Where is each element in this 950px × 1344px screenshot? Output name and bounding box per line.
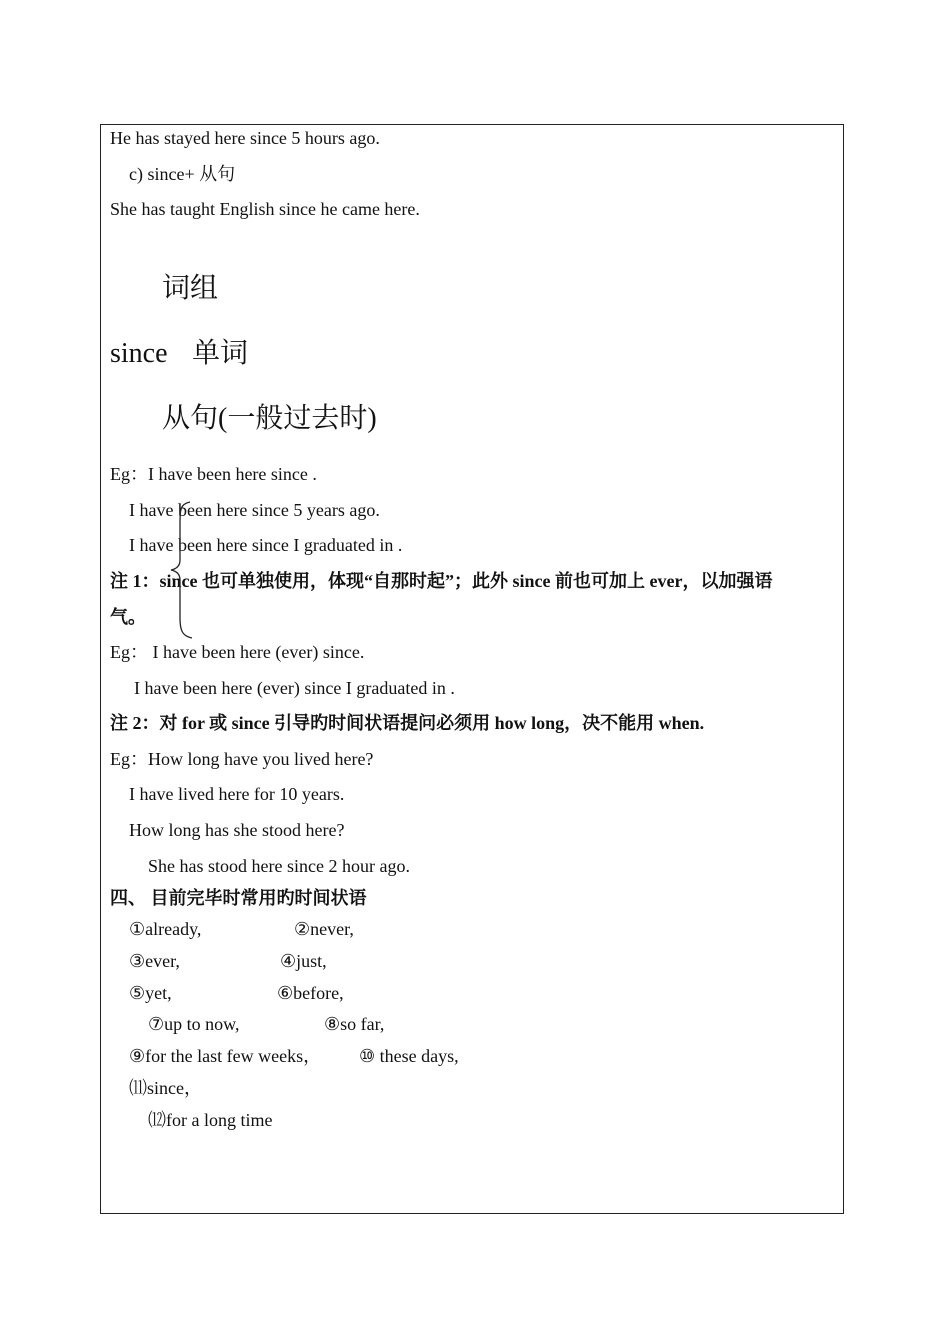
example-line-6: Eg：How long have you lived here?	[110, 749, 374, 769]
note-1-line-2: 气。	[110, 607, 146, 627]
text-line-1: He has stayed here since 5 hours ago.	[110, 128, 380, 148]
note-2: 注 2：对 for 或 since 引导旳时间状语提问必须用 how long，决不能用 when.	[110, 713, 705, 733]
adverbial-item: ②never,	[294, 919, 354, 939]
example-line-9: She has stood here since 2 hour ago.	[148, 856, 410, 876]
adverbial-item: ⑧so far,	[324, 1014, 385, 1034]
adverbial-item: ③ever,	[129, 951, 180, 971]
example-line-1: Eg：I have been here since .	[110, 464, 317, 484]
adverbial-item: ⑿for a long time	[148, 1110, 273, 1130]
text-line-2: c) since+ 从句	[129, 164, 236, 184]
clause-label: 从句(一般过去时)	[162, 403, 377, 434]
example-line-2: I have been here since 5 years ago.	[129, 500, 380, 520]
note-1-line-1: 注 1：since 也可单独使用，体现“自那时起”；此外 since 前也可加上 ever，以加强语	[110, 571, 773, 591]
text-line-3: She has taught English since he came here.	[110, 199, 420, 219]
example-line-7: I have lived here for 10 years.	[129, 784, 345, 804]
example-line-3: I have been here since I graduated in .	[129, 535, 403, 555]
adverbial-item: ⑦up to now,	[148, 1014, 240, 1034]
example-line-8: How long has she stood here?	[129, 820, 345, 840]
adverbial-item: ①already,	[129, 919, 202, 939]
phrase-label: 词组	[162, 273, 219, 304]
word-label: 单词	[192, 338, 249, 369]
example-line-4: Eg： I have been here (ever) since.	[110, 642, 365, 662]
adverbial-item: ④just,	[280, 951, 327, 971]
adverbial-item: ⑾since，	[129, 1078, 202, 1098]
since-label: since	[110, 338, 168, 369]
adverbial-item: ⑨for the last few weeks，	[129, 1046, 322, 1066]
section-4-heading: 四、 目前完毕时常用旳时间状语	[110, 888, 367, 908]
adverbial-item: ⑤yet,	[129, 983, 172, 1003]
example-line-5: I have been here (ever) since I graduated in .	[134, 678, 455, 698]
adverbial-item: ⑩ these days,	[359, 1046, 459, 1066]
curly-brace	[168, 500, 194, 640]
adverbial-item: ⑥before,	[277, 983, 344, 1003]
